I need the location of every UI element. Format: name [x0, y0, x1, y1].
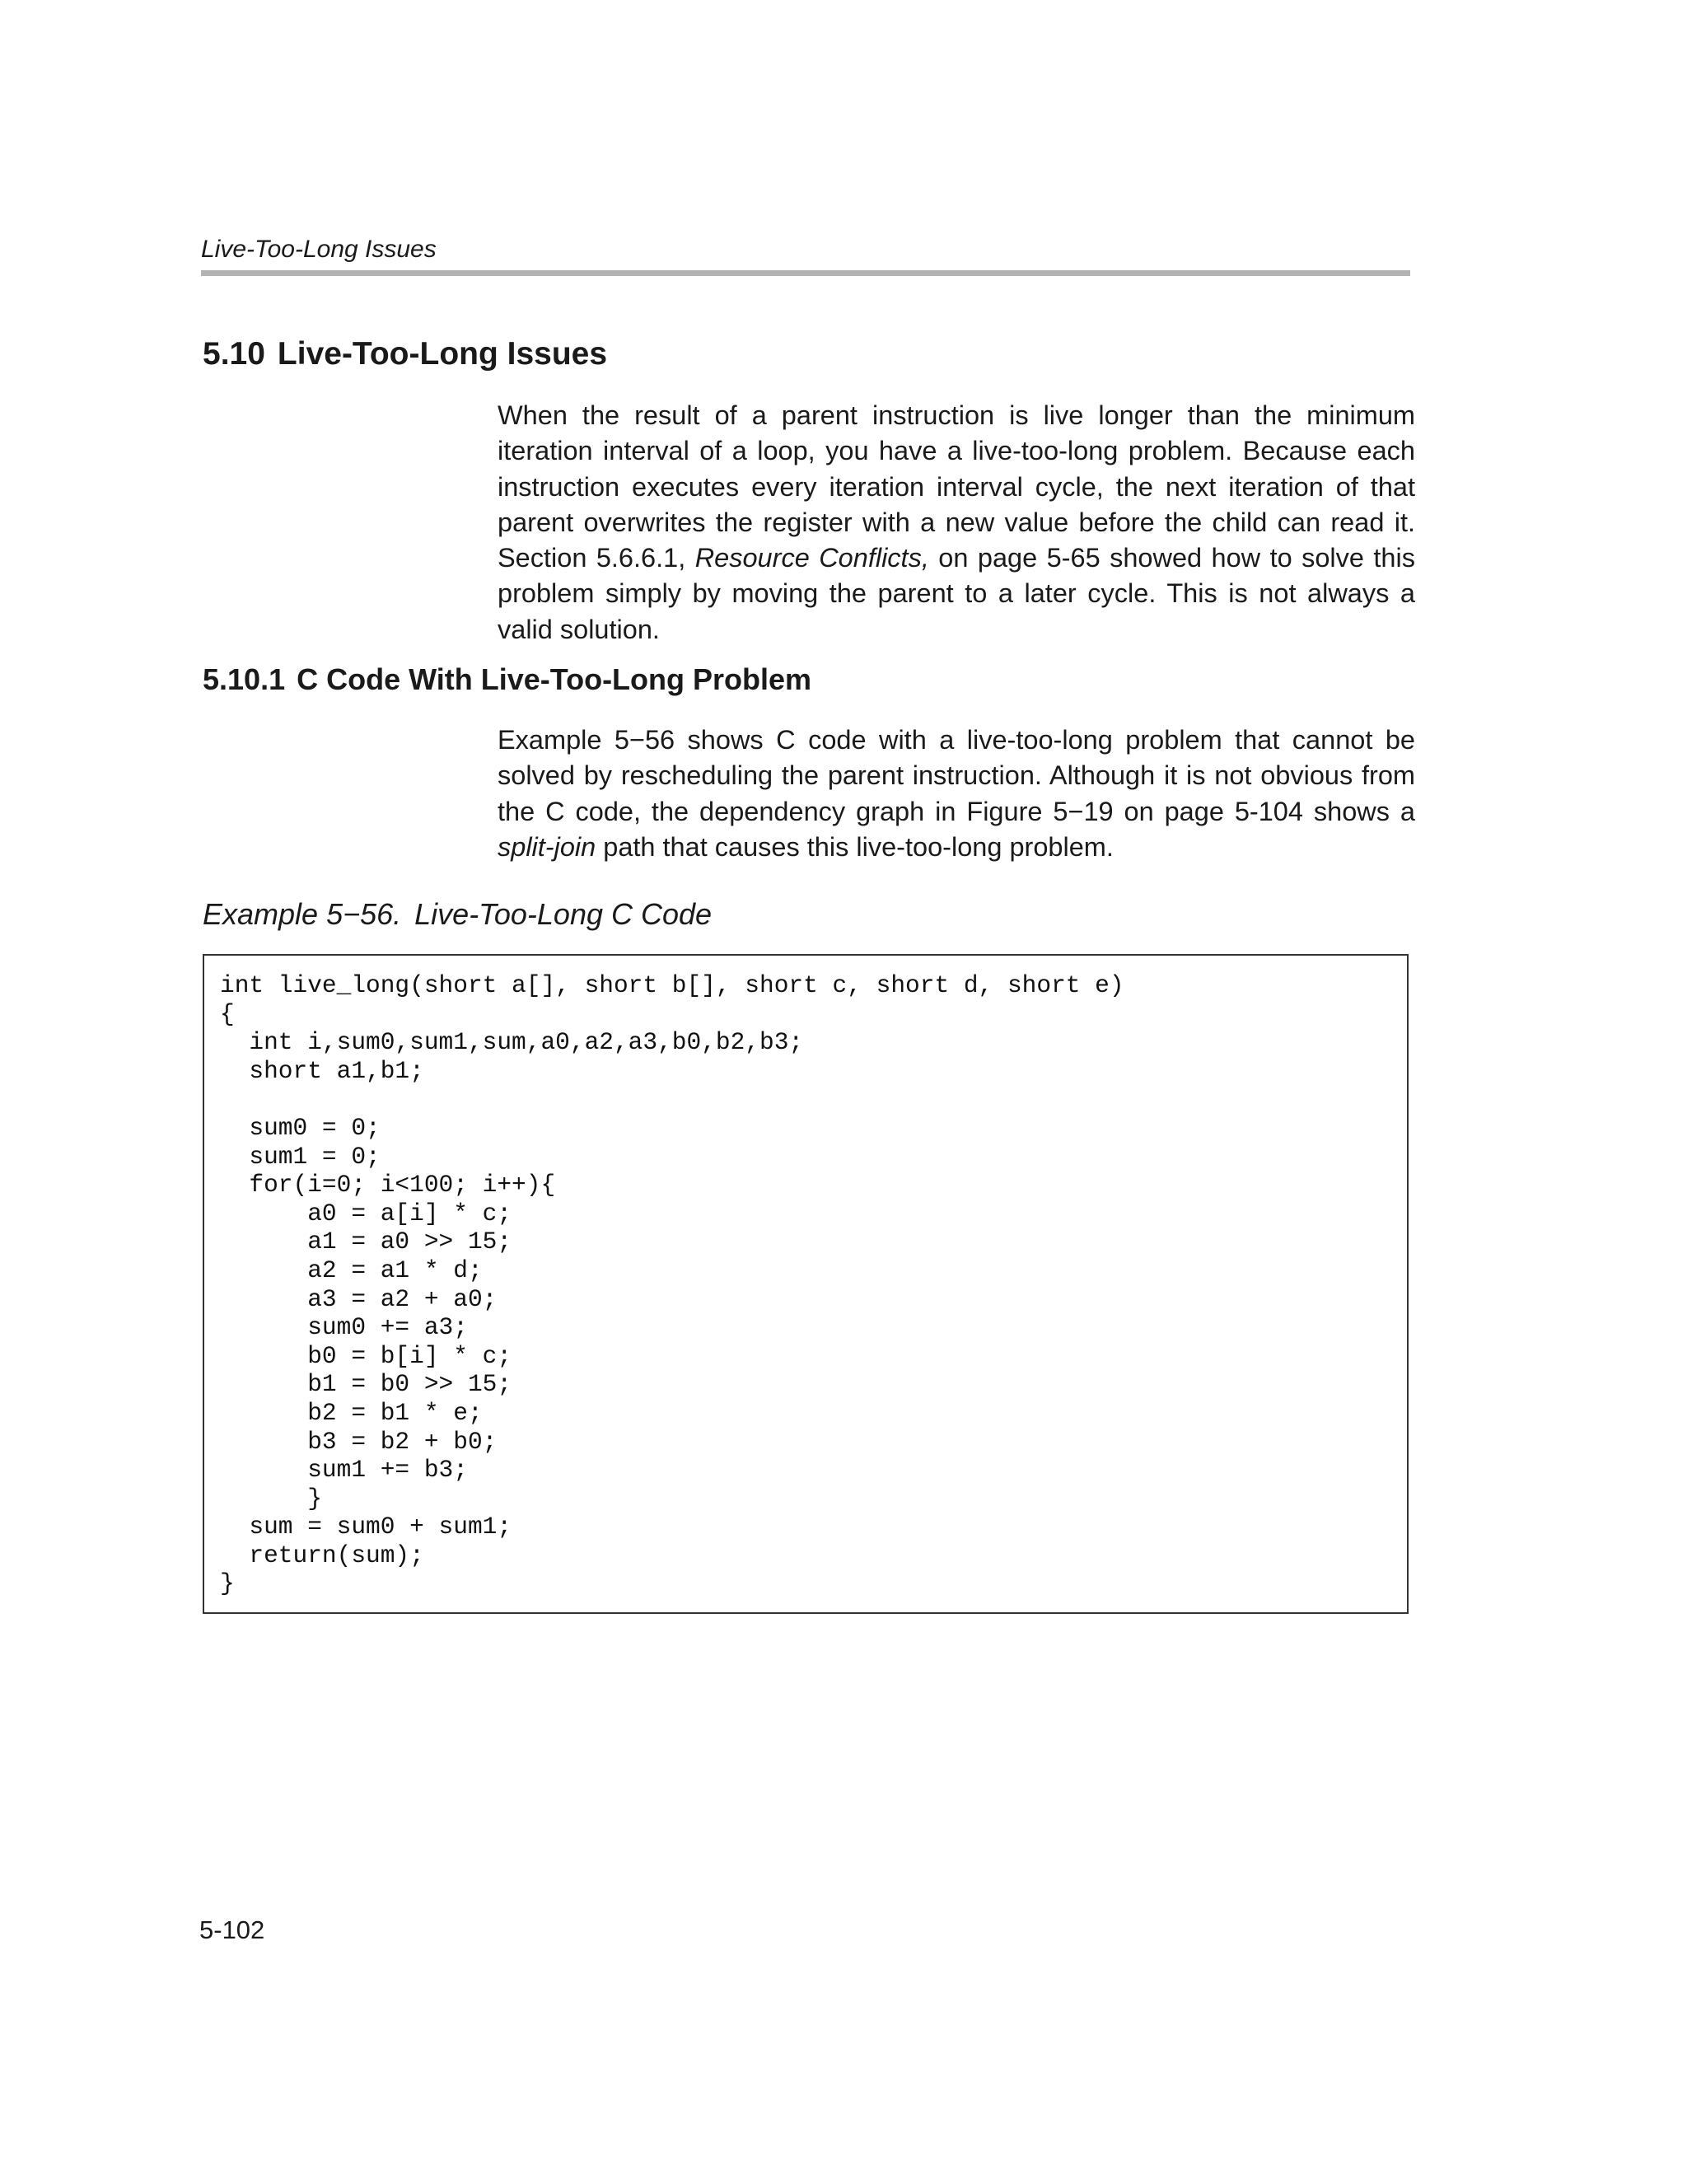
subsection-number: 5.10.1	[203, 662, 286, 696]
subsection-paragraph-italic: split-join	[498, 831, 596, 862]
header-rule	[201, 270, 1410, 276]
running-header: Live-Too-Long Issues	[201, 236, 437, 263]
example-number: Example 5−56.	[203, 897, 402, 931]
section-heading	[203, 336, 607, 372]
code-listing-box	[203, 954, 1409, 1614]
section-paragraph-text-1: When the result of a parent instruction is live longer than the minimum iteration interval of a loop, you have a live-too-long problem. Because each instruction executes every iteration interval cycle, the next iteration of that parent overwrites the register with a new value before the child can read it. Section 5.6.6.1,	[498, 400, 1415, 573]
example-title: Live-Too-Long C Code	[414, 897, 713, 931]
section-paragraph-italic: Resource Conflicts,	[694, 543, 929, 573]
section-paragraph-text-2: on page 5-65 showed how to solve this problem simply by moving the parent to a later cycle. This is not always a valid solution.	[498, 543, 1415, 644]
page-number: 5-102	[199, 1915, 265, 1944]
example-caption	[203, 897, 712, 932]
section-number: 5.10	[203, 336, 265, 372]
subsection-paragraph-text-2: path that causes this live-too-long problem.	[596, 831, 1114, 862]
subsection-title: C Code With Live-Too-Long Problem	[297, 662, 812, 696]
section-title: Live-Too-Long Issues	[277, 336, 608, 372]
subsection-paragraph-text-1: Example 5−56 shows C code with a live-too-long problem that cannot be solved by rescheduling the parent instruction. Although it is not obvious from the C code, the dependency graph in Figure 5−19 on page 5-104 shows a	[498, 725, 1415, 826]
code-listing: int live_long(short a[], short b[], short c, short d, short e) { int i,sum0,sum1,sum,a0,a2,a3,b0,b2,b3; short a1,b1; sum0 = 0; sum1 = 0; for(i=0; i<100; i++){ a0 = a[i] * c; a1 = a0 >> 15; a2 = a1 * d; a3 = a2 + a0; sum0 += a3; b0 = b[i] * c; b1 = b0 >> 15; b2 = b1 * e; b3 = b2 + b0; sum1 += b3; } sum = sum0 + sum1; return(sum); }	[220, 971, 1124, 1598]
subsection-paragraph	[498, 723, 1415, 865]
subsection-heading	[203, 662, 811, 697]
section-paragraph	[498, 398, 1415, 648]
